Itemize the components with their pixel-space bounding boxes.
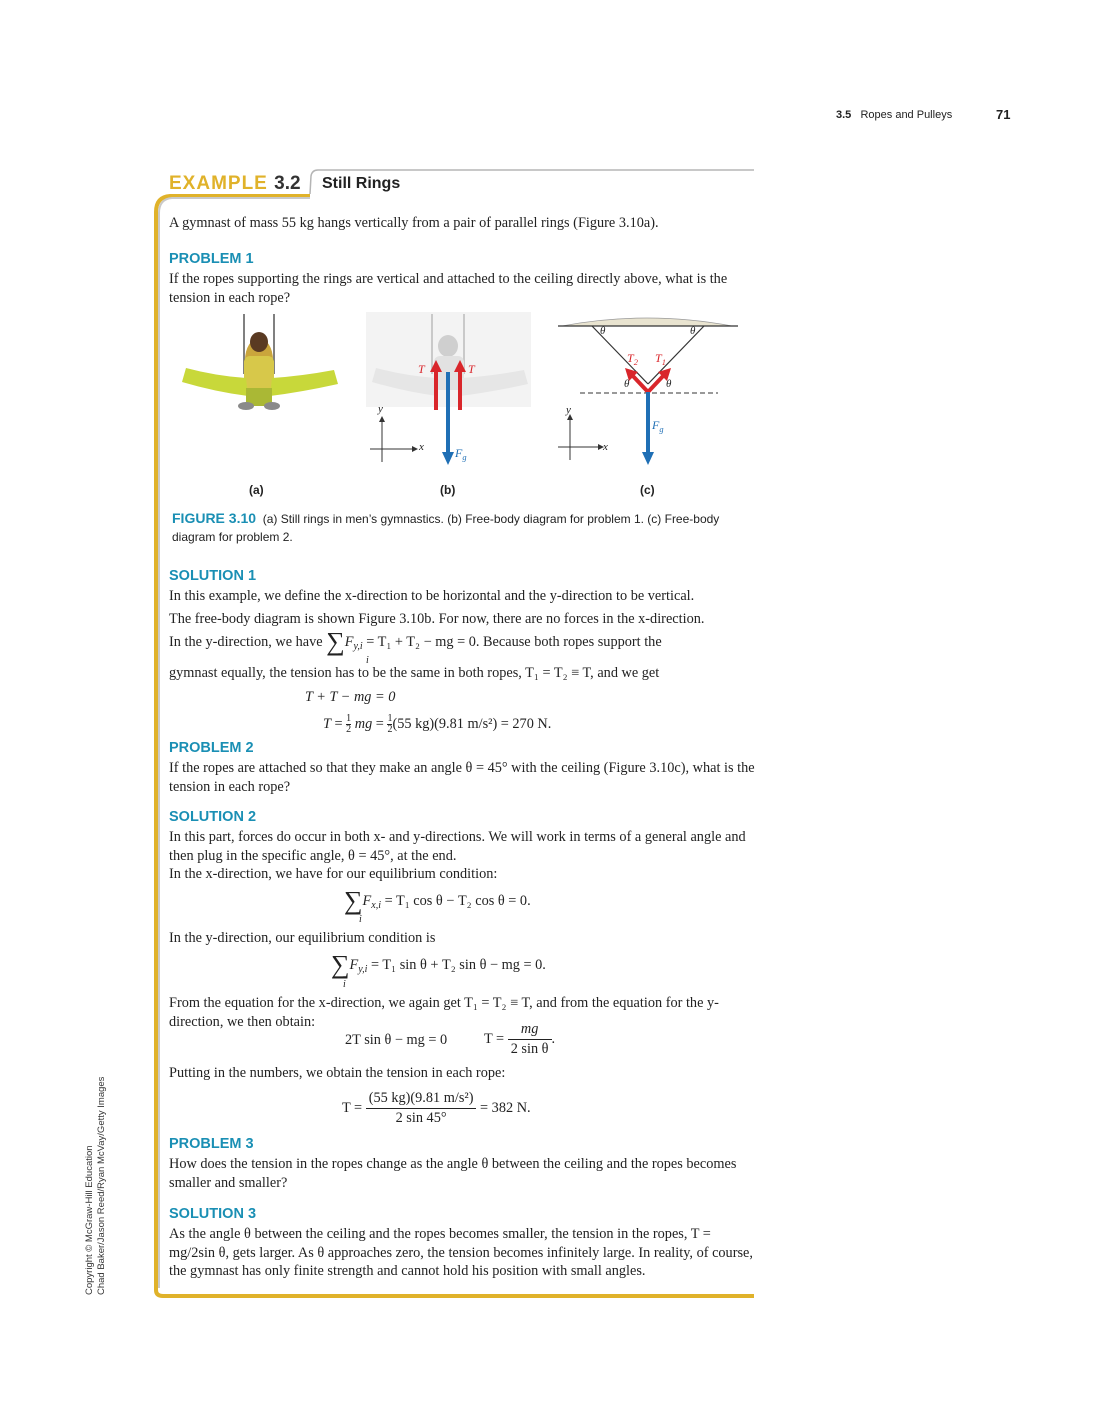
solution-3-text: As the angle θ between the ceiling and the ropes becomes smaller, the tension in the ropes, T = mg/2sin θ, gets larger. As θ approaches zero, the tension becomes infinitely large. In reality, of course, the gymnast has only finite strength and cannot hold his position with small angles. bbox=[169, 1226, 753, 1279]
solution-1-line-4: gymnast equally, the tension has to be the same in both ropes, T₁ = T₂ ≡ T, and we get bbox=[169, 665, 660, 681]
axis-x-b: x bbox=[419, 441, 424, 453]
section-number: 3.5 bbox=[836, 109, 852, 121]
equation-final: T = $\frac{\text{(55 kg)(9.81 m/s²)}}{2 \sin 45^\circ}$ = 382 N. bbox=[342, 1090, 531, 1126]
equation-1: T + T − mg = 0 bbox=[305, 689, 396, 705]
problem-1-heading: PROBLEM 1 bbox=[169, 251, 254, 267]
solution-2-text-5: Putting in the numbers, we obtain the tension in each rope: bbox=[169, 1065, 506, 1081]
axis-y-b: y bbox=[378, 403, 383, 415]
panel-label-b: (b) bbox=[440, 483, 456, 497]
tension-arrow-T1 bbox=[648, 375, 664, 392]
solution-1-line-2: The free-body diagram is shown Figure 3.10b. For now, there are no forces in the x-direction. bbox=[169, 611, 705, 627]
example-label: EXAMPLE 3.2 bbox=[169, 173, 301, 194]
equation-a: 2T sin θ − mg = 0 bbox=[345, 1032, 448, 1048]
axis-y-c: y bbox=[566, 404, 571, 416]
problem-3-text: How does the tension in the ropes change as the angle θ between the ceiling and the ropes becomes smaller and smaller? bbox=[169, 1156, 737, 1191]
equation-x: $\sum F_{x,i} = T_1$ cos θ − T₂ cos θ = 0. bbox=[344, 886, 531, 915]
problem-3-heading: PROBLEM 3 bbox=[169, 1136, 254, 1152]
label-Fg-b: $F_g$ bbox=[455, 446, 467, 462]
label-Fg-c: $F_g$ bbox=[652, 418, 664, 434]
copyright-line-1: Copyright © McGraw-Hill Education bbox=[84, 1145, 95, 1295]
theta-lower-right: θ bbox=[666, 378, 672, 390]
solution-1-heading: SOLUTION 1 bbox=[169, 568, 257, 584]
section-title: Ropes and Pulleys bbox=[860, 109, 953, 121]
theta-ceiling-right: θ bbox=[690, 325, 696, 337]
copyright-block bbox=[84, 1070, 108, 1295]
figure-caption bbox=[172, 509, 762, 546]
free-body-diagram-b bbox=[366, 312, 531, 472]
free-body-diagram-c bbox=[552, 306, 742, 471]
label-T2: $T_2$ bbox=[627, 351, 638, 367]
problem-1-text: If the ropes supporting the rings are vertical and attached to the ceiling directly above, what is the tension in each rope? bbox=[169, 271, 728, 306]
solution-1-line-3: In the y-direction, we have $\sum F_{y,i} = T_1 + T_2$ − mg = 0. Because both ropes support the bbox=[169, 627, 662, 656]
label-T-left: T bbox=[418, 362, 425, 376]
label-T-right: T bbox=[468, 362, 475, 376]
page-number: 71 bbox=[996, 107, 1011, 122]
panel-label-c: (c) bbox=[640, 483, 655, 497]
problem-2-heading: PROBLEM 2 bbox=[169, 740, 254, 756]
example-intro: A gymnast of mass 55 kg hangs vertically from a pair of parallel rings (Figure 3.10a). bbox=[169, 215, 659, 231]
gymnast-photo bbox=[176, 312, 346, 432]
axis-x-c: x bbox=[603, 441, 608, 453]
ceiling bbox=[562, 318, 732, 326]
theta-ceiling-left: θ bbox=[600, 325, 606, 337]
panel-label-a: (a) bbox=[249, 483, 264, 497]
figure-caption-label: FIGURE 3.10 bbox=[172, 510, 257, 526]
example-title: Still Rings bbox=[322, 175, 401, 192]
solution-2-text-3: In the y-direction, our equilibrium condition is bbox=[169, 930, 436, 946]
solution-3-heading: SOLUTION 3 bbox=[169, 1206, 257, 1222]
equation-b: T = $\frac{mg}{\text{2 sin θ}}$ . bbox=[484, 1021, 556, 1057]
equation-y: $\sum F_{y,i} = T_1$ sin θ + T₂ sin θ − mg = 0. bbox=[331, 950, 546, 979]
solution-1-line-1: In this example, we define the x-direction to be horizontal and the y-direction to be vertical. bbox=[169, 588, 695, 604]
figure-caption-text: (a) Still rings in men’s gymnastics. (b) Free-body diagram for problem 1. (c) Free-body diagram for problem 2. bbox=[172, 512, 720, 544]
problem-2-text: If the ropes are attached so that they make an angle θ = 45° with the ceiling (Figure 3.10c), what is the tension in each rope? bbox=[169, 760, 755, 795]
equation-2: T = $\frac{1}{2}$ mg = $\frac{1}{2}$ (55 kg)(9.81 m/s²) = 270 N. bbox=[323, 713, 552, 735]
tension-arrow-T2 bbox=[632, 375, 648, 392]
example-number: 3.2 bbox=[274, 173, 301, 194]
label-T1: $T_1$ bbox=[655, 351, 666, 367]
solution-2-text-4: From the equation for the x-direction, we again get T₁ = T₂ ≡ T, and from the equation for the y-direction, we then obtain: bbox=[169, 995, 719, 1030]
solution-2-heading: SOLUTION 2 bbox=[169, 809, 257, 825]
copyright-line-2: Chad Baker/Jason Reed/Ryan McVay/Getty Images bbox=[96, 1076, 107, 1295]
solution-2-text-2: In the x-direction, we have for our equilibrium condition: bbox=[169, 866, 498, 882]
theta-lower-left: θ bbox=[624, 378, 630, 390]
solution-2-text-1: In this part, forces do occur in both x- and y-directions. We will work in terms of a general angle and then plug in the specific angle, θ = 45°, at the end. bbox=[169, 829, 746, 864]
